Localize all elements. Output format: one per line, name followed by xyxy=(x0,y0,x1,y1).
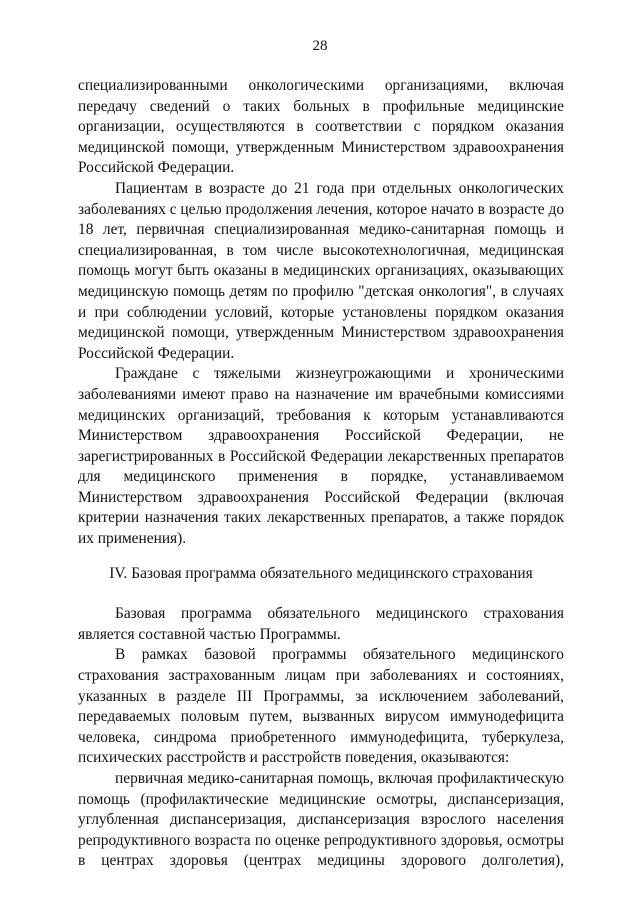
paragraph-primary-care: первичная медико-санитарная помощь, включая профилактическую помощь (профилактические медицинские осмотры, диспансеризация, углубленная диспансеризация, диспансеризация взрослого населения репродуктивного возраста по оценке репродуктивного здоровья, осмотры в центрах здоровья (центрах медицины здорового долголетия), xyxy=(78,770,564,870)
section-heading: IV. Базовая программа обязательного медицинского страхования xyxy=(109,564,533,582)
paragraph-continuation: специализированными онкологическими организациями, включая передачу сведений о таких больных в профильные медицинские организации, осуществляются в соответствии с порядком оказания медицинской помощи, утвержденным Министерством здравоохранения Российской Федерации. xyxy=(78,77,564,177)
paragraph-insured-persons: В рамках базовой программы обязательного медицинского страхования застрахованным лицам при заболеваниях и состояниях, указанных в разделе III Программы, за исключением заболеваний, передаваемых половым путем, вызванных вирусом иммунодефицита человека, синдрома приобретенного иммунодефицита, туберкулеза, психических расстройств и расстройств поведения, оказываются: xyxy=(78,646,564,767)
page-number: 28 xyxy=(312,38,328,54)
paragraph-basic-program: Базовая программа обязательного медицинского страхования является составной частью Программы. xyxy=(78,605,564,643)
paragraph-oncology-age: Пациентам в возрасте до 21 года при отдельных онкологических заболеваниях с целью продолжения лечения, которое начато в возрасте до 18 лет, первичная специализированная медико-санитарная помощь и специализированная, в том числе высокотехнологичная, медицинская помощь могут быть оказаны в медицинских организациях, оказывающих медицинскую помощь детям по профилю "детская онкология", в случаях и при соблюдении условий, которые установлены порядком оказания медицинской помощи, утвержденным Министерством здравоохранения Российской Федерации. xyxy=(78,179,565,362)
paragraph-unregistered-drugs: Граждане с тяжелыми жизнеугрожающими и хроническими заболеваниями имеют право на назначение им врачебными комиссиями медицинских организаций, требования к которым устанавливаются Министерством здравоохранения Российской Федерации, не зарегистрированных в Российской Федерации лекарственных препаратов для медицинского применения в порядке, устанавливаемом Министерством здравоохранения Российской Федерации (включая критерии назначения таких лекарственных препаратов, а также порядок их применения). xyxy=(78,365,564,548)
document-body xyxy=(78,76,564,872)
